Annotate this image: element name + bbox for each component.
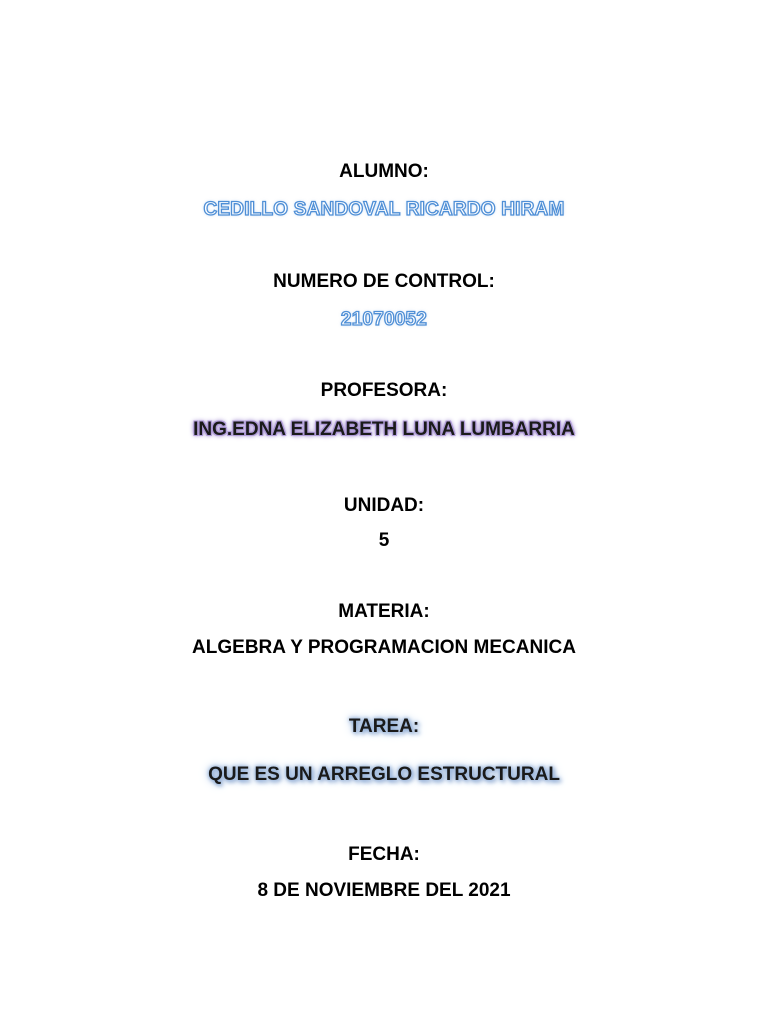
control-number-label: NUMERO DE CONTROL: [273,271,495,292]
control-number-value: 21070052 [340,309,428,330]
teacher-name: ING.EDNA ELIZABETH LUNA LUMBARRIA [193,419,575,440]
subject-value: ALGEBRA Y PROGRAMACION MECANICA [192,637,576,658]
date-value: 8 DE NOVIEMBRE DEL 2021 [257,880,511,901]
assignment-label: TAREA: [348,716,420,737]
student-name: CEDILLO SANDOVAL RICARDO HIRAM [203,199,565,220]
date-label: FECHA: [348,844,420,865]
unit-label: UNIDAD: [343,495,425,516]
subject-label: MATERIA: [338,601,430,622]
unit-value: 5 [378,530,390,551]
student-label: ALUMNO: [339,161,429,182]
teacher-label: PROFESORA: [320,380,448,401]
assignment-title: QUE ES UN ARREGLO ESTRUCTURAL [208,764,560,785]
